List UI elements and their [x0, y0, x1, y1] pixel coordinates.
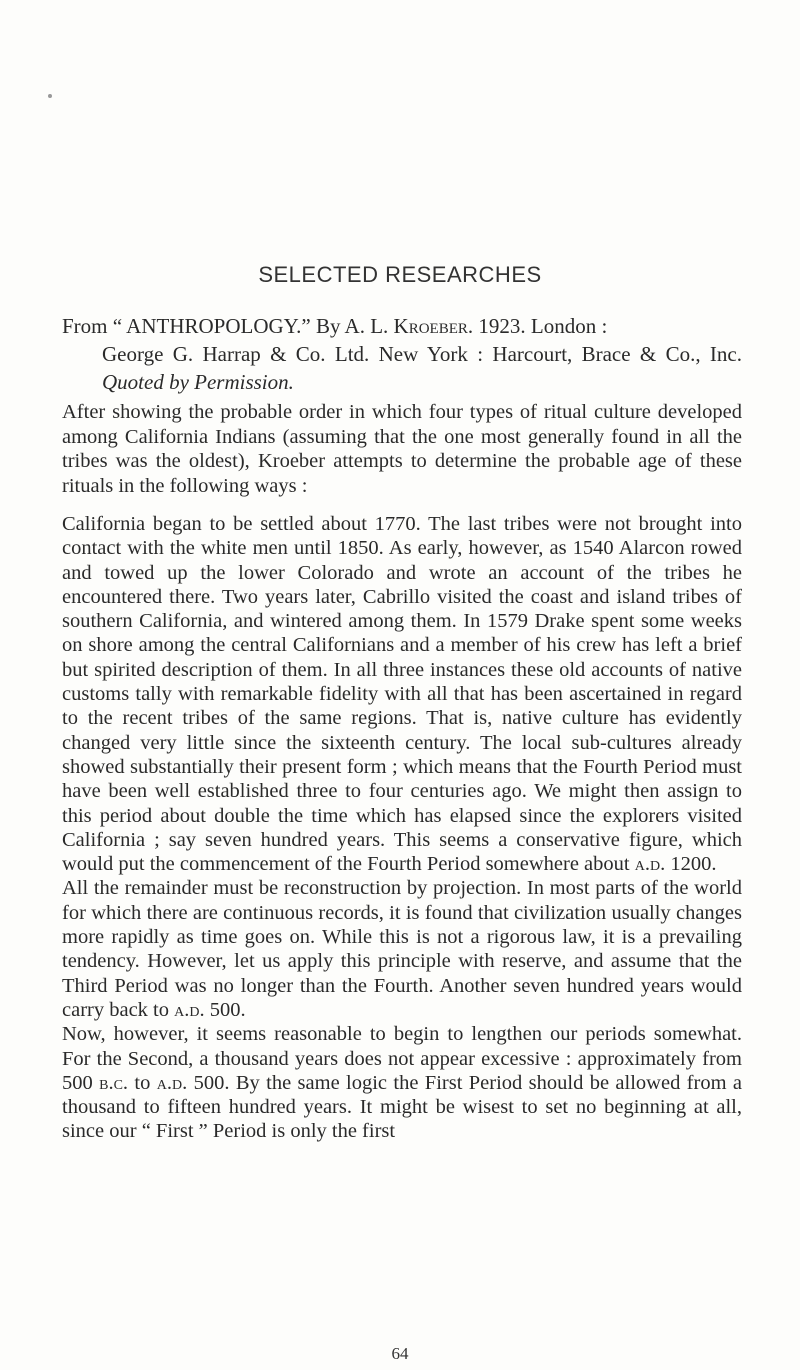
paragraph-2-text: All the remainder must be reconstruction by projection. In most parts of the world for which there are continuous records, it is found that civilization usually changes more rapidly as time goes on. While this is not a rigorous law, it is a prevailing tendency. However, let us apply this principle with reserve, and assume that the Third Period was no longer than the Fourth. Another seven hundred years would carry back to [62, 877, 742, 1021]
source-permission: Quoted by Permission. [102, 370, 294, 394]
source-author: Kroeber [393, 314, 468, 338]
paragraph-3-to: to [128, 1071, 157, 1094]
source-rest: . 1923. London : [467, 314, 608, 338]
paragraph-2-era: a.d. [174, 998, 205, 1021]
running-title: SELECTED RESEARCHES [258, 262, 542, 287]
paragraph-2-year: 500. [204, 998, 246, 1021]
source-publishers [62, 340, 742, 396]
paragraph-3-era-bc: b.c. [99, 1071, 129, 1094]
paragraph-2 [62, 876, 742, 1022]
paragraph-1 [62, 512, 742, 876]
paragraph-1-text: California began to be settled about 1770. The last tribes were not brought into contact with the white men until 1850. As early, however, as 1540 Alarcon rowed and towed up the lower Colorado and wrote an account of the tribes he encountered there. Two years later, Cabrillo visited the coast and island tribes of southern California, and wintered among them. In 1579 Drake spent some weeks on shore among the central Californians and a member of his crew has left a brief but spirited description of them. In all three instances these old accounts of native customs tally with remarkable fidelity with all that has been ascertained in regard to the recent tribes of the same regions. That is, native culture has evidently changed very little since the sixteenth century. The local sub-cultures already showed substantially their present form ; which means that the Fourth Period must have been well established three to four centuries ago. We might then assign to this period about double the time which has elapsed since the explorers visited California ; say seven hundred years. This seems a conservative figure, which would put the commencement of the Fourth Period somewhere about [62, 513, 742, 876]
paragraph-1-year: 1200. [665, 853, 717, 876]
intro-paragraph: After showing the probable order in which four types of ritual culture developed among California Indians (assuming that the one most generally found in all the tribes was the oldest), Kroeber attempts to determine the probable age of these rituals in the following ways : [62, 401, 742, 497]
body-text [62, 400, 742, 1144]
page-number: 64 [391, 1344, 409, 1363]
source-prefix: From “ ANTHROPOLOGY.” By A. L. [62, 314, 394, 338]
source-publishers-text: George G. Harrap & Co. Ltd. New York : Harcourt, Brace & Co., Inc. [102, 342, 742, 366]
paragraph-3-rest: 500. By the same logic the First Period should be allowed from a thousand to fifteen hundred years. It might be wisest to set no beginning at all, since our “ First ” Period is only the first [62, 1071, 743, 1143]
speck-mark [48, 94, 52, 98]
source-citation [62, 312, 742, 396]
paragraph-3-era-ad: a.d. [156, 1071, 188, 1094]
paragraph-3-text: Now, however, it seems reasonable to begin to lengthen our periods somewhat. For the Second, a thousand years does not appear excessive : approximately from 500 [62, 1023, 742, 1094]
paragraph-3 [62, 1022, 742, 1143]
paragraph-1-era: a.d. [634, 853, 666, 876]
